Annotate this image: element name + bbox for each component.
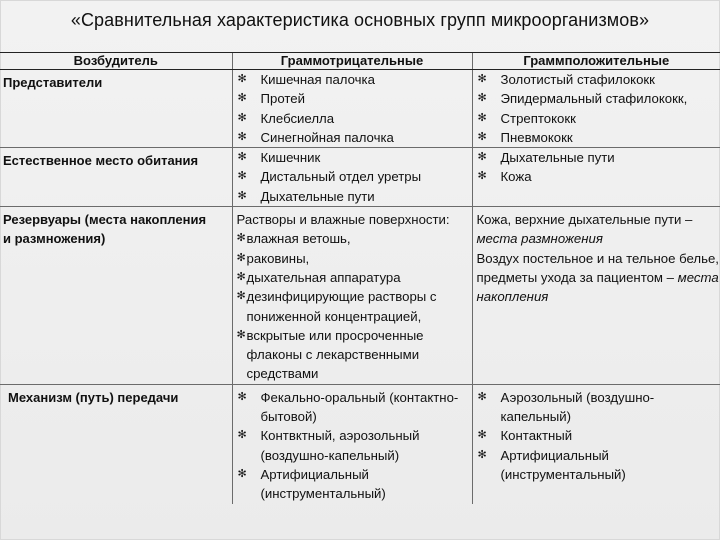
cell-habitat-gram-positive xyxy=(472,148,720,207)
cell-transmission-gram-positive xyxy=(472,384,720,503)
bullet-icon: ✻ xyxy=(237,130,247,143)
bullet-icon: ✻ xyxy=(237,390,247,403)
list-item: ✻ дезинфицирующие растворы с пониженной концентрацией, xyxy=(237,287,472,326)
cell-transmission-gram-negative xyxy=(232,384,472,503)
cell-reservoirs-gram-positive: Кожа, верхние дыхательные пути – места размножения Воздух постельное и на тельное белье, предметы ухода за пациентом – места накопления xyxy=(472,207,720,385)
list-item: ✻ Контвктный, аэрозольный (воздушно-капельный) xyxy=(233,426,472,465)
bullet-icon: ✻ xyxy=(237,73,247,85)
list-item: ✻ Клебсиелла xyxy=(233,109,472,128)
list-item: ✻ Аэрозольный (воздушно-капельный) xyxy=(473,388,720,427)
list-item: ✻ раковины, xyxy=(237,249,472,268)
bullet-icon: ✻ xyxy=(237,467,247,480)
list-item: ✻ Дистальный отдел уретры xyxy=(233,167,472,186)
bullet-icon: ✻ xyxy=(236,270,246,283)
list-item: ✻ Кишечник xyxy=(233,148,472,167)
bullet-icon: ✻ xyxy=(237,111,247,124)
cell-representatives-gram-positive xyxy=(472,70,720,148)
bullet-icon: ✻ xyxy=(477,448,487,461)
row-representatives xyxy=(0,70,720,148)
row-reservoirs xyxy=(0,207,720,385)
bullet-icon: ✻ xyxy=(237,189,247,202)
list-item: ✻ Кожа xyxy=(473,167,720,186)
list-item: ✻ влажная ветошь, xyxy=(237,229,472,248)
bullet-icon: ✻ xyxy=(236,232,246,245)
row-label-representatives: Представители xyxy=(0,70,232,148)
list-item: ✻ Фекально-оральный (контактно-бытовой) xyxy=(233,388,472,427)
accumulation-place-note: места накопления xyxy=(476,269,719,305)
cell-habitat-gram-negative xyxy=(232,148,472,207)
row-habitat xyxy=(0,148,720,207)
list-item: ✻ Стрептококк xyxy=(473,109,720,128)
list-item: ✻ Артифициальный (инструментальный) xyxy=(233,465,472,504)
bullet-icon: ✻ xyxy=(236,328,246,341)
bullet-icon: ✻ xyxy=(477,170,487,183)
bullet-icon: ✻ xyxy=(477,151,487,164)
bullet-icon: ✻ xyxy=(237,429,247,442)
header-gram-negative: Граммотрицательные xyxy=(232,53,472,70)
bullet-icon: ✻ xyxy=(477,92,487,105)
list-item: ✻ Дыхательные пути xyxy=(233,187,472,206)
row-label-habitat: Естественное место обитания xyxy=(0,148,232,207)
comparison-table xyxy=(0,52,720,504)
row-transmission xyxy=(0,384,720,503)
list-item: ✻ Кишечная палочка xyxy=(233,70,472,89)
list-item: ✻ Пневмококк xyxy=(473,128,720,147)
cell-reservoirs-gram-negative xyxy=(232,207,472,385)
row-label-transmission: Механизм (путь) передачи xyxy=(8,389,179,405)
list-item: ✻ Эпидермальный стафилококк, xyxy=(473,89,720,108)
header-gram-positive: Граммположительные xyxy=(472,53,720,70)
bullet-icon: ✻ xyxy=(237,151,247,164)
bullet-icon: ✻ xyxy=(477,130,487,143)
row-label-reservoirs: Резервуары (места накопления и размножения) xyxy=(0,207,232,385)
slide-title: «Сравнительная характеристика основных групп микроорганизмов» xyxy=(70,10,650,30)
table-header-row xyxy=(0,53,720,70)
list-item: ✻ вскрытые или просроченные флаконы с лекарственными средствами xyxy=(237,326,472,384)
bullet-icon: ✻ xyxy=(237,92,247,105)
list-item: ✻ Дыхательные пути xyxy=(473,148,720,167)
bullet-icon: ✻ xyxy=(477,390,487,403)
bullet-icon: ✻ xyxy=(236,290,246,303)
cell-representatives-gram-negative xyxy=(232,70,472,148)
bullet-icon: ✻ xyxy=(477,429,487,442)
list-item: ✻ Контактный xyxy=(473,426,720,445)
breeding-place-note: места размножения xyxy=(476,231,603,247)
list-item: ✻ Золотистый стафилококк xyxy=(473,70,720,89)
bullet-icon: ✻ xyxy=(236,251,246,264)
header-pathogen: Возбудитель xyxy=(0,53,232,70)
list-item: ✻ Синегнойная палочка xyxy=(233,128,472,147)
bullet-icon: ✻ xyxy=(477,73,487,85)
bullet-icon: ✻ xyxy=(237,170,247,183)
list-item: ✻ дыхательная аппаратура xyxy=(237,268,472,287)
reservoirs-intro: Растворы и влажные поверхности: xyxy=(236,212,450,228)
list-item: ✻ Протей xyxy=(233,89,472,108)
list-item: ✻ Артифициальный (инструментальный) xyxy=(473,446,720,485)
bullet-icon: ✻ xyxy=(477,111,487,124)
